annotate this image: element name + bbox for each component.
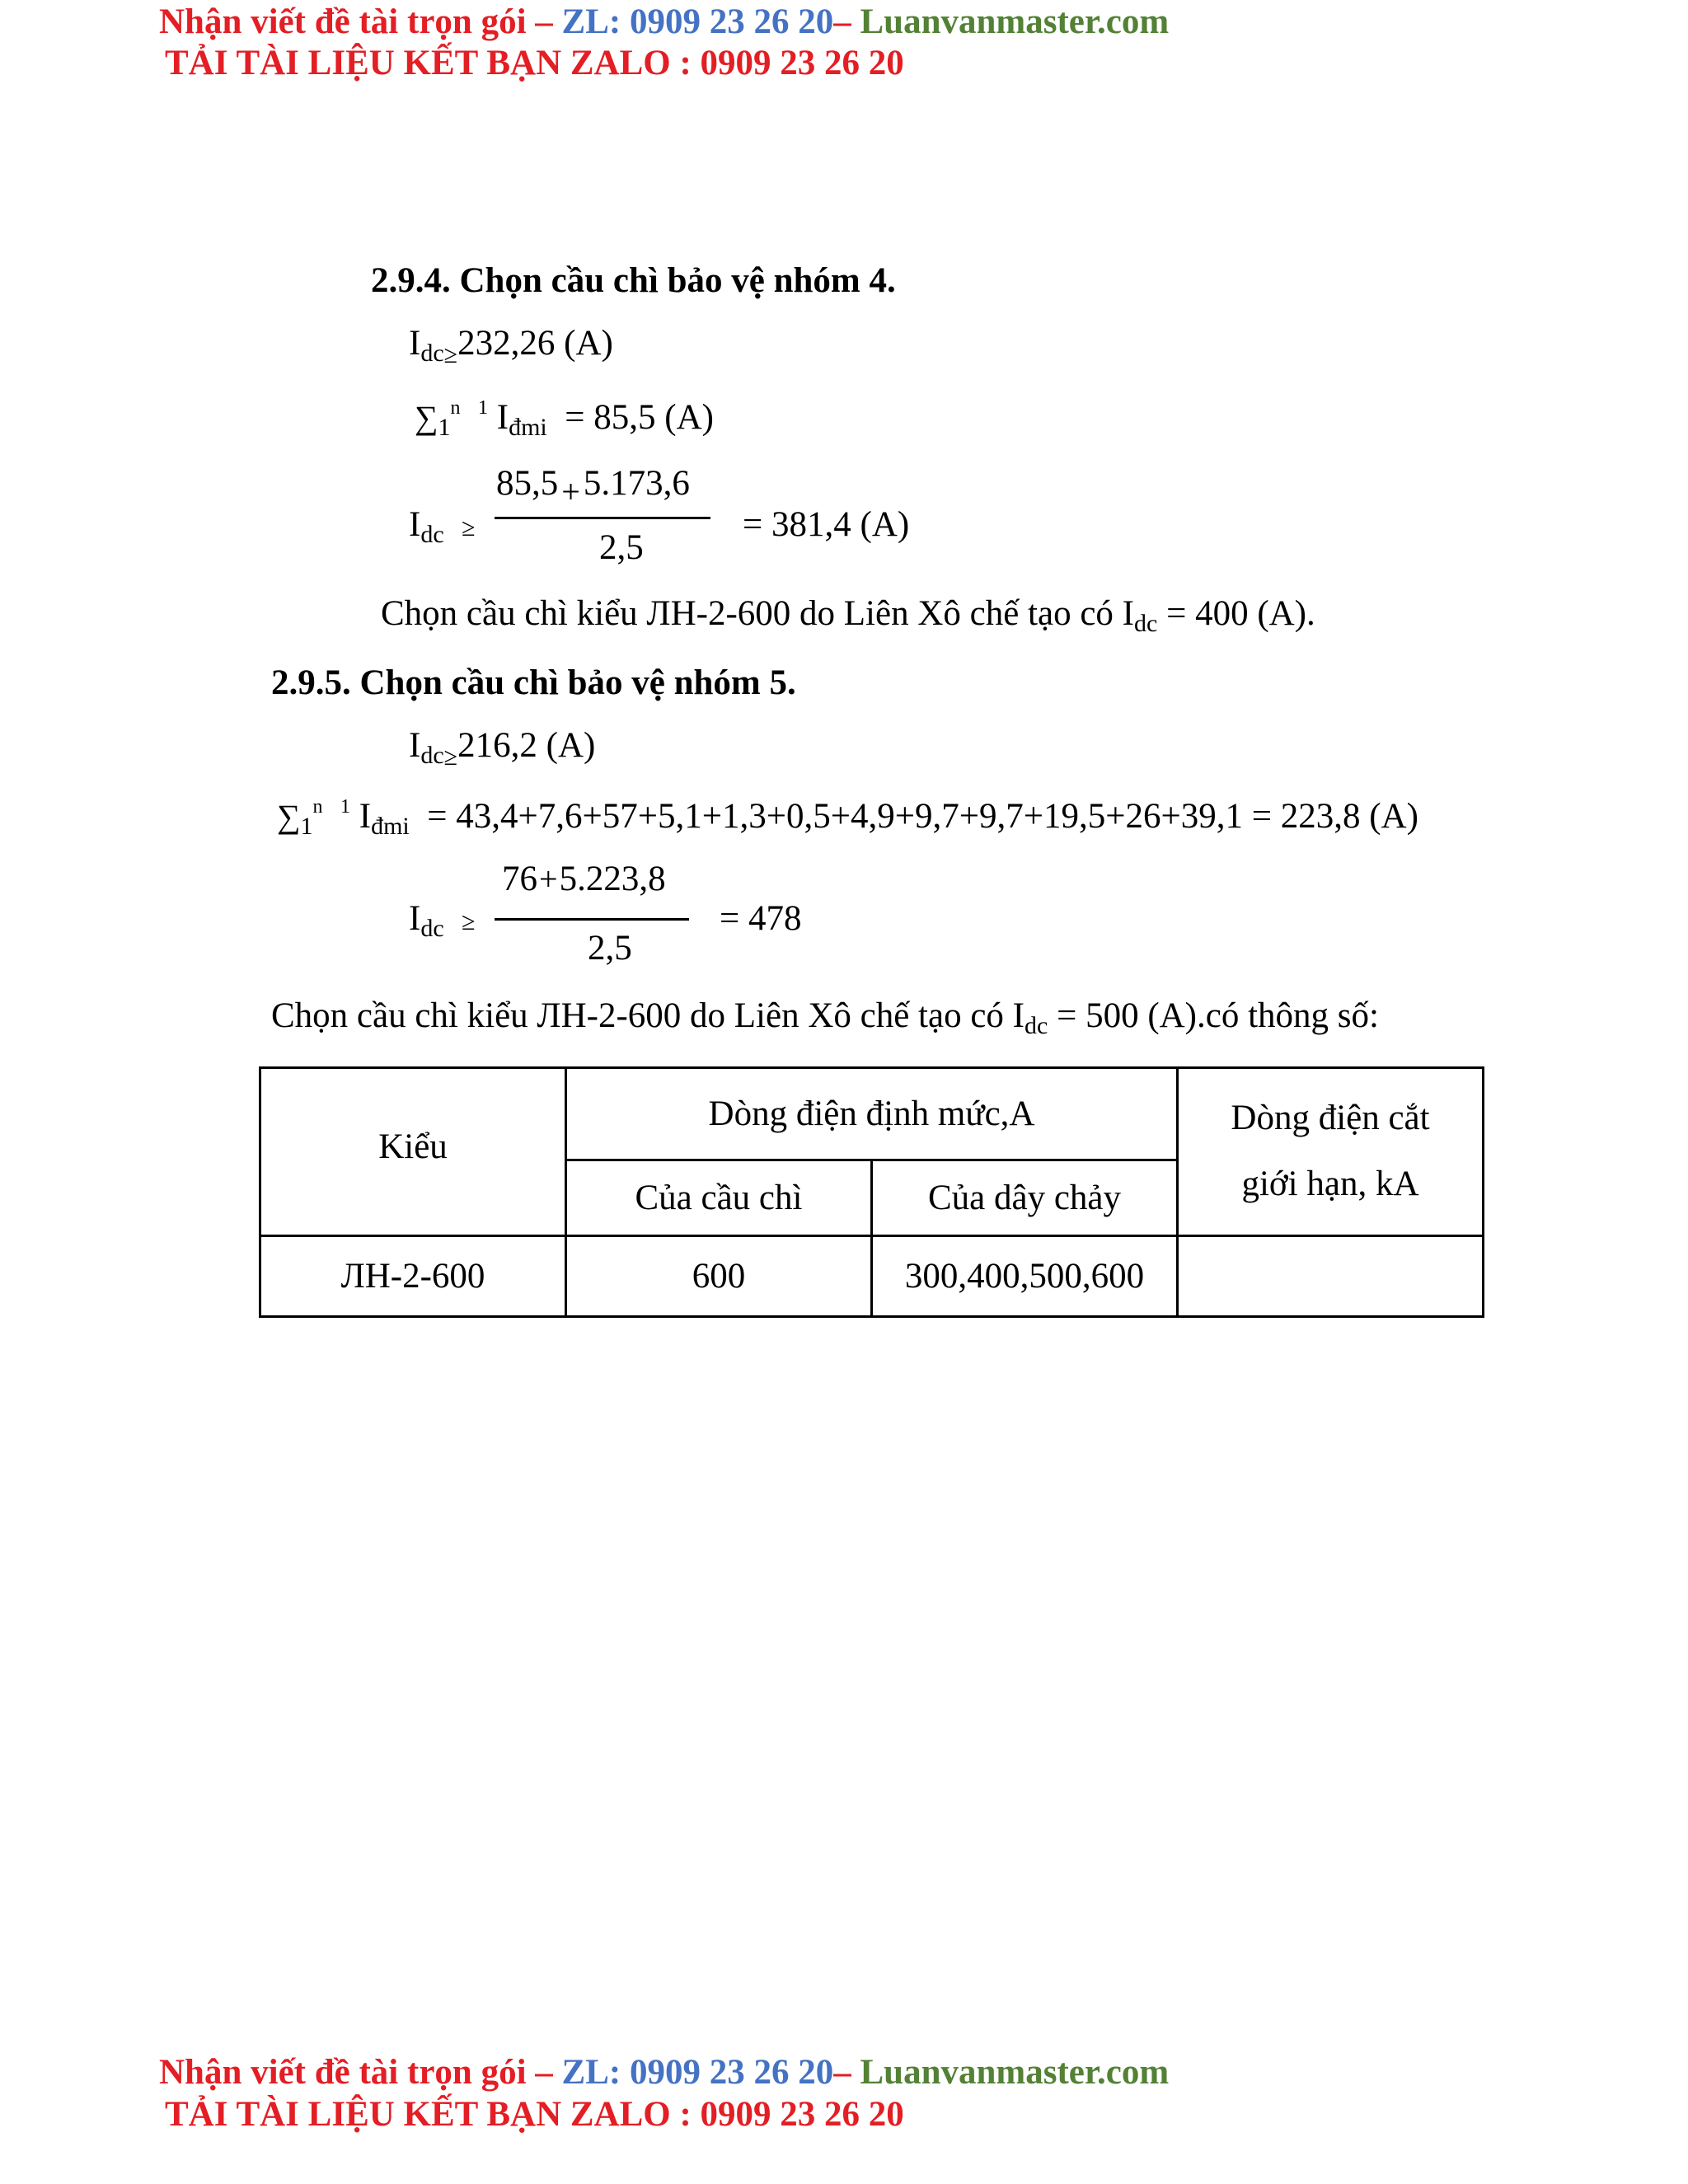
current-symbol: I [409, 899, 421, 938]
sum-lower-index: 1 [438, 414, 451, 441]
col-header-wire: Của dây chảy [872, 1160, 1178, 1236]
sum-value: = 43,4+7,6+57+5,1+1,3+0,5+4,9+9,7+9,7+19,5+26+39,1 = 223,8 (A) [427, 797, 1418, 836]
section-4-condition [409, 323, 613, 369]
banner-dash: – [526, 2053, 562, 2092]
current-subscript: đmi [371, 813, 410, 840]
current-subscript: dc [420, 915, 444, 942]
section-5-numerator [502, 859, 666, 899]
breaking-current-line1: Dòng điện cắt [1231, 1099, 1430, 1137]
section-4-heading: 2.9.4. Chọn cầu chì bảo vệ nhóm 4. [371, 261, 896, 300]
fuse-spec-table [259, 1066, 1484, 1318]
sum-lower-index: 1 [300, 813, 313, 840]
numerator-a: 85,5 [496, 464, 559, 503]
current-subscript: dc [420, 521, 444, 548]
numerator-b: 5.223,8 [559, 860, 666, 898]
cell-type: ЛН-2-600 [260, 1236, 566, 1317]
sigma-icon: ∑ [277, 798, 301, 835]
footer-banner-line2 [165, 2094, 904, 2135]
geq-symbol: ≥ [462, 514, 476, 541]
cell-fuse: 600 [566, 1236, 872, 1317]
choice-text: Chọn cầu chì kiểu ЛН-2-600 do Liên Xô chế tạo có I [381, 594, 1134, 633]
banner-dash: – [526, 2, 562, 41]
geq-symbol: ≥ [443, 341, 458, 368]
choice-subscript: dc [1024, 1012, 1048, 1039]
header-banner-line2 [165, 43, 904, 83]
banner-zalo-text: TẢI TÀI LIỆU KẾT BẠN ZALO : 0909 23 26 20 [165, 44, 904, 82]
condition-value: 232,26 (A) [457, 324, 613, 363]
section-5-heading: 2.9.5. Chọn cầu chì bảo vệ nhóm 5. [271, 663, 796, 702]
section-5-result: = 478 [720, 899, 802, 938]
sum-upper-index: n [450, 397, 461, 419]
col-header-rated-current: Dòng điện định mức,A [566, 1068, 1178, 1160]
choice-tail: = 500 (A).có thông số: [1048, 996, 1379, 1035]
section-4-fraction-bar [495, 517, 710, 519]
col-header-type: Kiểu [260, 1068, 566, 1236]
plus-symbol: + [539, 860, 558, 898]
banner-zalo-phone: ZL: 0909 23 26 20 [561, 2053, 834, 2092]
banner-site: Luanvanmaster.com [860, 2, 1170, 41]
section-5-sum [277, 796, 1418, 841]
current-subscript: dc [420, 742, 444, 769]
numerator-a: 76 [502, 860, 537, 898]
choice-text: Chọn cầu chì kiểu ЛН-2-600 do Liên Xô chế tạo có I [271, 996, 1025, 1035]
banner-zalo-text: TẢI TÀI LIỆU KẾT BẠN ZALO : 0909 23 26 20 [165, 2095, 904, 2134]
cell-break [1178, 1236, 1484, 1317]
sigma-icon: ∑ [415, 399, 438, 436]
sum-value: = 85,5 (A) [565, 398, 714, 437]
sum-upper-index: n [312, 796, 323, 818]
current-subscript: dc [420, 340, 444, 367]
section-4-sum [415, 397, 714, 442]
section-4-denominator: 2,5 [599, 528, 644, 567]
geq-symbol: ≥ [443, 743, 458, 771]
choice-subscript: dc [1133, 610, 1158, 637]
section-5-fraction-lhs [409, 898, 476, 943]
geq-symbol: ≥ [462, 908, 476, 935]
current-symbol: I [409, 726, 421, 765]
current-symbol: I [496, 398, 509, 437]
section-5-denominator: 2,5 [588, 929, 632, 968]
current-symbol: I [409, 324, 421, 363]
section-4-fraction-lhs [409, 504, 476, 549]
numerator-b: 5.173,6 [583, 464, 690, 503]
condition-value: 216,2 (A) [457, 726, 596, 765]
col-header-breaking-current [1178, 1068, 1484, 1236]
section-5-fraction-bar [495, 918, 689, 921]
section-4-choice [381, 593, 1315, 638]
banner-zalo-phone: ZL: 0909 23 26 20 [561, 2, 834, 41]
breaking-current-line2: giới hạn, kA [1241, 1165, 1419, 1203]
current-symbol: I [359, 797, 372, 836]
banner-dash: – [833, 2053, 860, 2092]
col-header-fuse: Của cầu chì [566, 1160, 872, 1236]
choice-tail: = 400 (A). [1157, 594, 1315, 633]
cell-wire: 300,400,500,600 [872, 1236, 1178, 1317]
header-banner-line1 [159, 2, 1169, 42]
table-row [260, 1236, 1484, 1317]
section-4-result: = 381,4 (A) [743, 505, 910, 544]
current-subscript: đmi [509, 414, 547, 441]
sum-upper-index-2: 1 [478, 397, 489, 419]
plus-symbol: + [561, 473, 580, 510]
section-5-choice [271, 996, 1379, 1040]
section-4-numerator [496, 463, 690, 511]
banner-offer-text: Nhận viết đề tài trọn gói [159, 2, 527, 41]
sum-upper-index-2: 1 [340, 796, 351, 818]
section-5-condition [409, 725, 595, 771]
banner-site: Luanvanmaster.com [860, 2053, 1170, 2092]
banner-offer-text: Nhận viết đề tài trọn gói [159, 2053, 527, 2092]
footer-banner-line1 [159, 2052, 1169, 2093]
current-symbol: I [409, 505, 421, 544]
banner-dash: – [833, 2, 860, 41]
